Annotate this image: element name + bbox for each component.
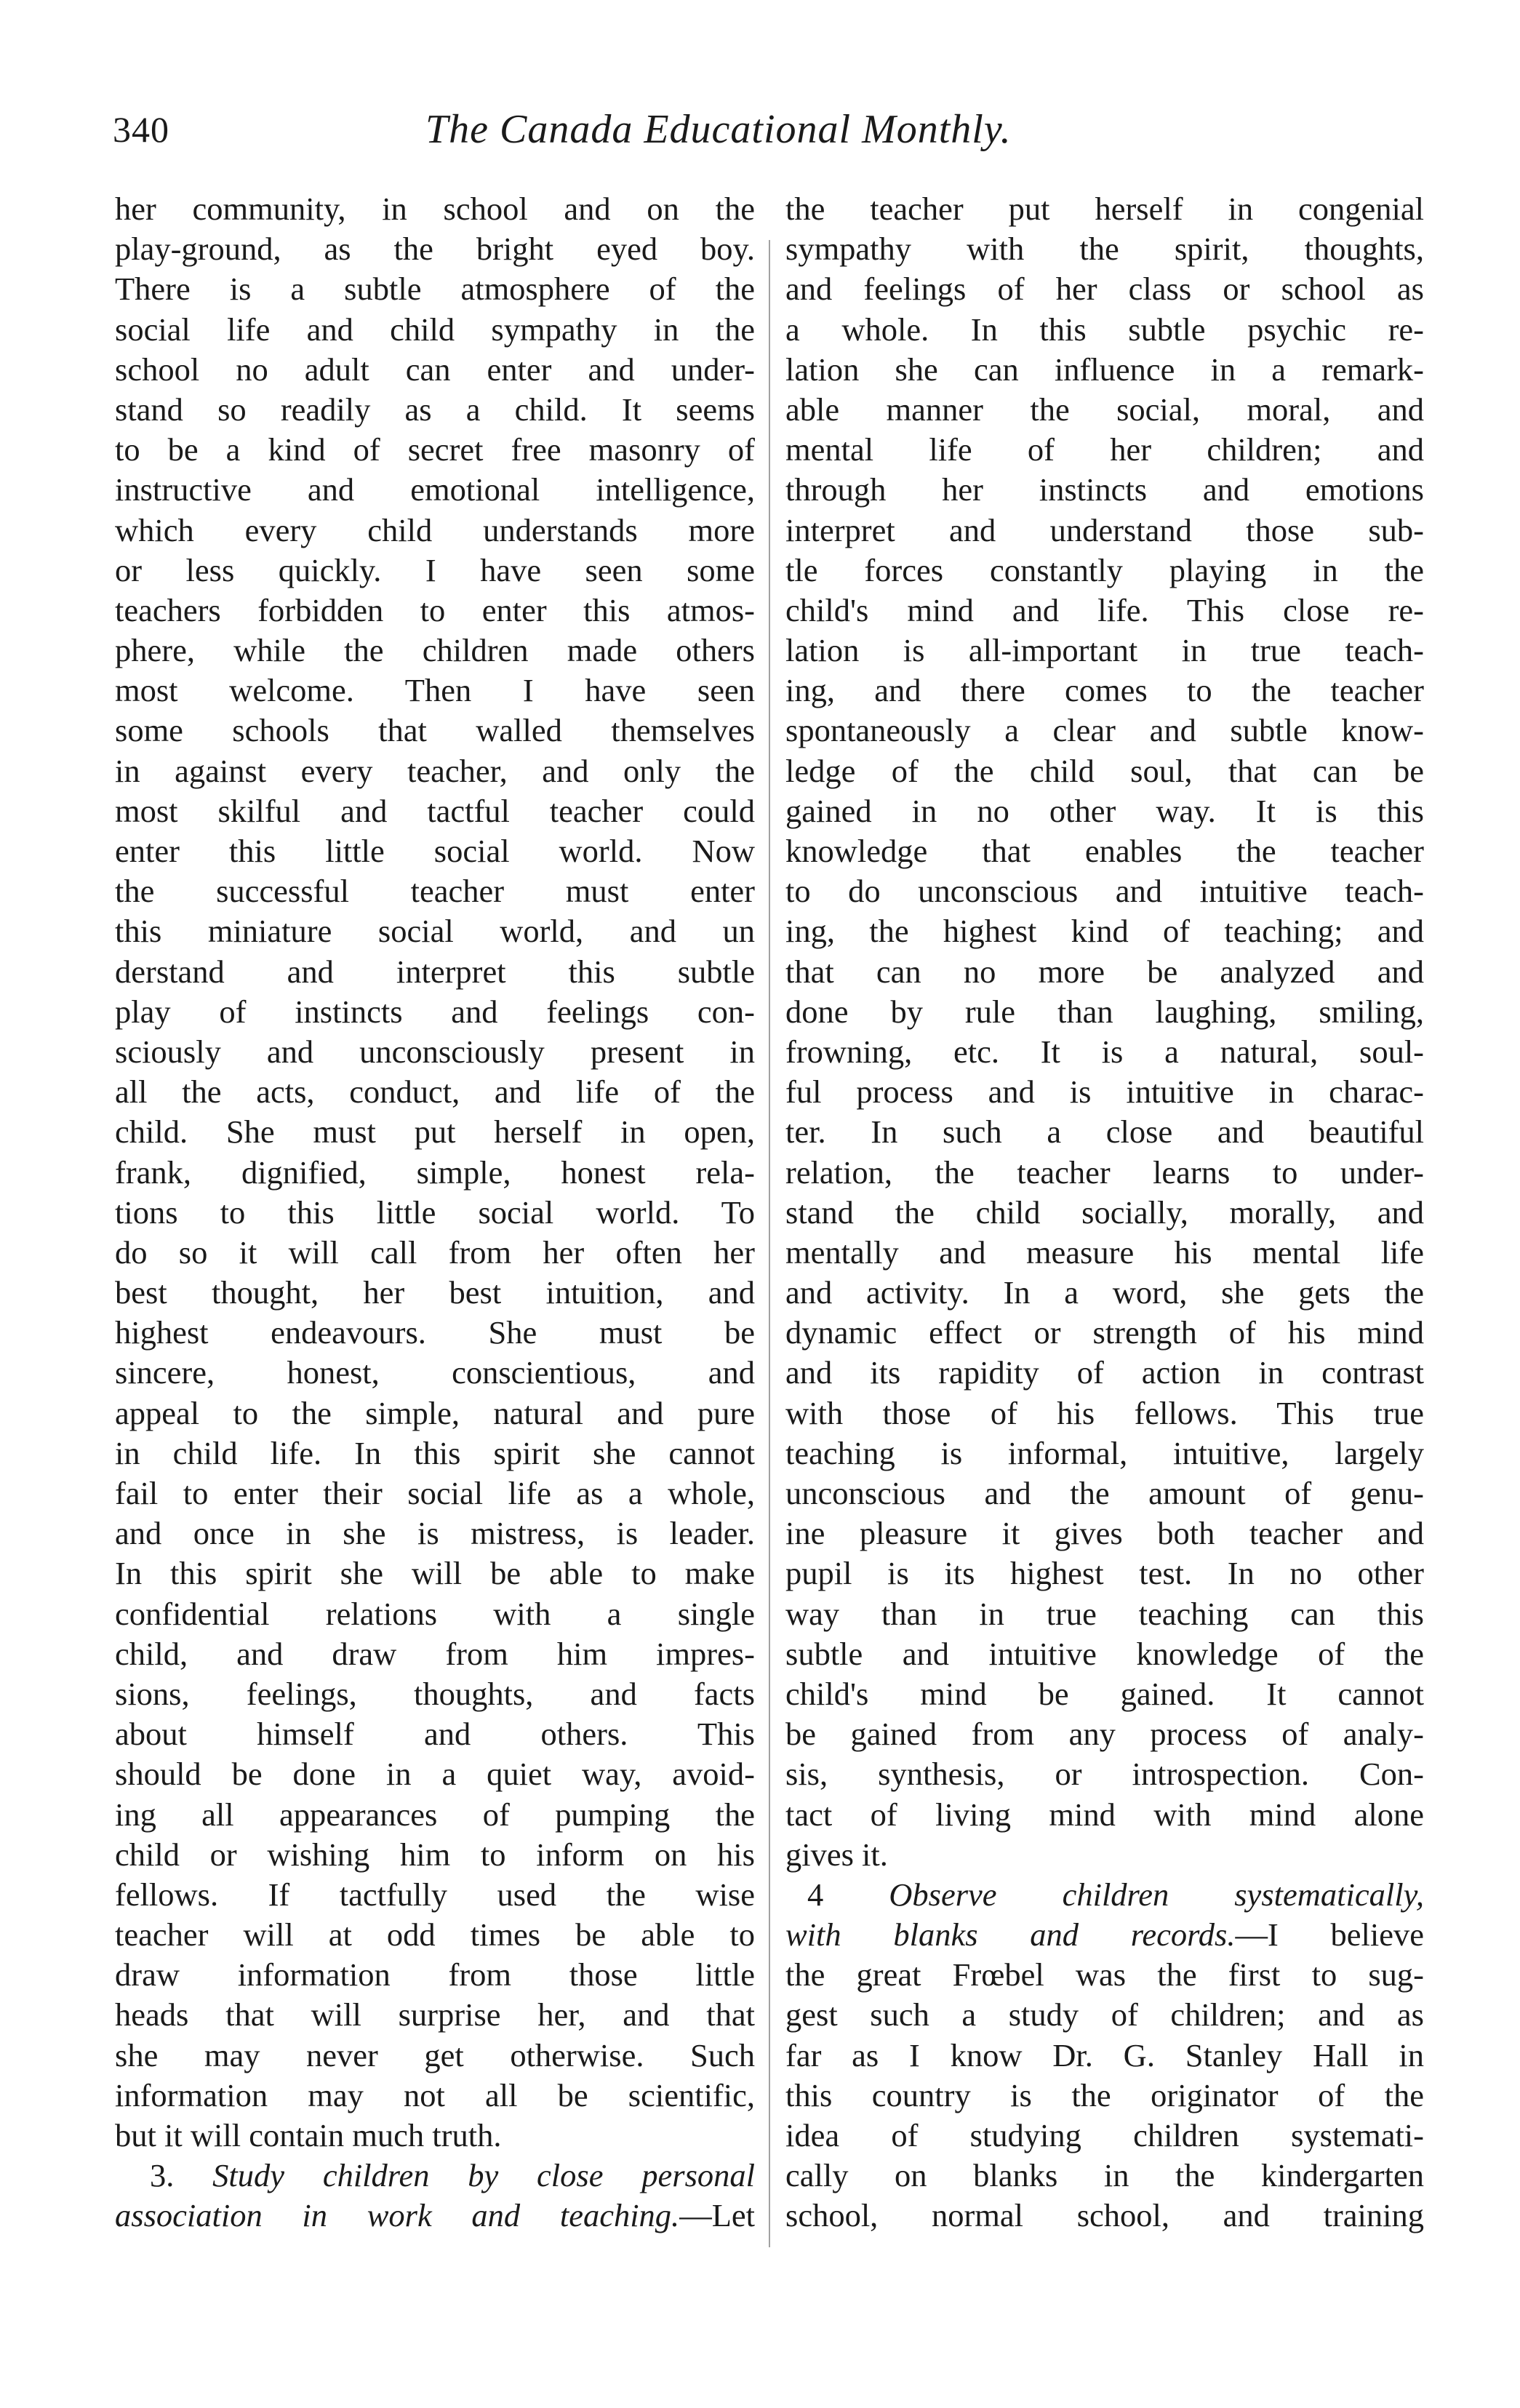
text-line: social life and child sympathy in the xyxy=(115,311,755,348)
text-line: done by rule than laughing, smiling, xyxy=(785,993,1424,1030)
text-line: heads that will surprise her, and that xyxy=(115,1996,755,2033)
text-line: enter this little social world. Now xyxy=(115,833,755,869)
text-line: should be done in a quiet way, avoid- xyxy=(115,1756,755,1793)
text-line: child. She must put herself in open, xyxy=(115,1113,755,1151)
text-line: stand the child socially, morally, and xyxy=(785,1193,1424,1231)
text-line: through her instincts and emotions xyxy=(785,471,1424,508)
text-line: idea of studying children systemati- xyxy=(785,2117,1424,2153)
text-line: phere, while the children made others xyxy=(115,632,755,669)
text-line: sympathy with the spirit, thoughts, xyxy=(785,231,1424,268)
section-heading xyxy=(785,1875,1424,1915)
text-line: instructive and emotional intelligence, xyxy=(115,471,755,508)
section-title: Study children by close personal xyxy=(212,2157,755,2194)
text-line: most skilful and tactful teacher could xyxy=(115,792,755,829)
text-line: teaching is informal, intuitive, largely xyxy=(785,1434,1424,1471)
text-line: interpret and understand those sub- xyxy=(785,511,1424,548)
section-title: association in work and teaching. xyxy=(115,2197,680,2234)
text-line: far as I know Dr. G. Stanley Hall in xyxy=(785,2036,1424,2073)
text-line: the teacher put herself in congenial xyxy=(785,191,1424,227)
text-line: able manner the social, moral, and xyxy=(785,391,1424,428)
text-line: ter. In such a close and beautiful xyxy=(785,1113,1424,1151)
text-line: child's mind and life. This close re- xyxy=(785,591,1424,628)
text-line: which every child understands more xyxy=(115,511,755,548)
text-line: all the acts, conduct, and life of the xyxy=(115,1073,755,1111)
text-line: be gained from any process of analy- xyxy=(785,1716,1424,1753)
text-line: and feelings of her class or school as xyxy=(785,271,1424,308)
text-line: play of instincts and feelings con- xyxy=(115,993,755,1030)
section-title: Observe children systematically, xyxy=(889,1876,1424,1913)
text-line: some schools that walled themselves xyxy=(115,712,755,749)
column-divider xyxy=(769,240,770,2247)
text-line: sis, synthesis, or introspection. Con- xyxy=(785,1756,1424,1793)
text-line: best thought, her best intuition, and xyxy=(115,1274,755,1311)
text-line: unconscious and the amount of genu- xyxy=(785,1475,1424,1511)
text-line: sincere, honest, conscientious, and xyxy=(115,1354,755,1391)
text-line: about himself and others. This xyxy=(115,1716,755,1753)
text-line: teachers forbidden to enter this atmos- xyxy=(115,591,755,628)
left-column xyxy=(115,189,755,2236)
running-head xyxy=(113,108,1436,159)
text-line: her community, in school and on the xyxy=(115,191,755,227)
text-line: child or wishing him to inform on his xyxy=(115,1836,755,1873)
text-line: child, and draw from him impres- xyxy=(115,1635,755,1672)
text-line: ing, and there comes to the teacher xyxy=(785,672,1424,709)
text-line: gest such a study of children; and as xyxy=(785,1996,1424,2033)
text-line: knowledge that enables the teacher xyxy=(785,833,1424,869)
text-line: pupil is its highest test. In no other xyxy=(785,1555,1424,1592)
text-line: sions, feelings, thoughts, and facts xyxy=(115,1675,755,1712)
text-line: ine pleasure it gives both teacher and xyxy=(785,1515,1424,1552)
text-line: frank, dignified, simple, honest rela- xyxy=(115,1153,755,1191)
text-line: in child life. In this spirit she cannot xyxy=(115,1434,755,1471)
text-line: the successful teacher must enter xyxy=(115,873,755,910)
text-line: information may not all be scientific, xyxy=(115,2076,755,2113)
text-line: way than in true teaching can this xyxy=(785,1595,1424,1632)
section-number: 4 xyxy=(807,1876,824,1913)
text-line: to be a kind of secret free masonry of xyxy=(115,431,755,468)
text-line: spontaneously a clear and subtle know- xyxy=(785,712,1424,749)
text-line: and activity. In a word, she gets the xyxy=(785,1274,1424,1311)
text-line: the great Frœbel was the first to sug- xyxy=(785,1956,1424,1993)
section-title: with blanks and records. xyxy=(785,1916,1236,1953)
text-line: a whole. In this subtle psychic re- xyxy=(785,311,1424,348)
text-line: In this spirit she will be able to make xyxy=(115,1555,755,1592)
text-line: relation, the teacher learns to under- xyxy=(785,1153,1424,1191)
text-line: with those of his fellows. This true xyxy=(785,1394,1424,1431)
text-line: lation is all-important in true teach- xyxy=(785,632,1424,669)
text-line: lation she can influence in a remark- xyxy=(785,351,1424,388)
text-line: school no adult can enter and under- xyxy=(115,351,755,388)
journal-title: The Canada Educational Monthly. xyxy=(425,107,1012,152)
text-line: she may never get otherwise. Such xyxy=(115,2036,755,2073)
text-line: child's mind be gained. It cannot xyxy=(785,1675,1424,1712)
text-line: subtle and intuitive knowledge of the xyxy=(785,1635,1424,1672)
text-line: There is a subtle atmosphere of the xyxy=(115,271,755,308)
text-line: mentally and measure his mental life xyxy=(785,1233,1424,1271)
text-line: fail to enter their social life as a whole, xyxy=(115,1475,755,1511)
text-line: tact of living mind with mind alone xyxy=(785,1796,1424,1833)
page-number: 340 xyxy=(113,109,169,150)
text-line: cally on blanks in the kindergarten xyxy=(785,2157,1424,2194)
text-line: or less quickly. I have seen some xyxy=(115,551,755,588)
text-line: sciously and unconsciously present in xyxy=(115,1033,755,1070)
text-line: teacher will at odd times be able to xyxy=(115,1916,755,1953)
text-line: tions to this little social world. To xyxy=(115,1193,755,1231)
text-line: derstand and interpret this subtle xyxy=(115,953,755,990)
text-line: do so it will call from her often her xyxy=(115,1233,755,1271)
text-line: frowning, etc. It is a natural, soul- xyxy=(785,1033,1424,1070)
text-line: tle forces constantly playing in the xyxy=(785,551,1424,588)
text-line: and its rapidity of action in contrast xyxy=(785,1354,1424,1391)
text-line: and once in she is mistress, is leader. xyxy=(115,1515,755,1552)
text-line: ledge of the child soul, that can be xyxy=(785,752,1424,789)
text-line: this miniature social world, and un xyxy=(115,913,755,950)
text-line: draw information from those little xyxy=(115,1956,755,1993)
text-line: stand so readily as a child. It seems xyxy=(115,391,755,428)
section-lead-text: —I believe xyxy=(1235,1916,1424,1953)
text-line: ing all appearances of pumping the xyxy=(115,1796,755,1833)
section-heading-continued xyxy=(785,1915,1424,1955)
section-heading-continued xyxy=(115,2196,755,2236)
text-line: that can no more be analyzed and xyxy=(785,953,1424,990)
section-lead-text: —Let xyxy=(679,2197,755,2234)
text-line: appeal to the simple, natural and pure xyxy=(115,1394,755,1431)
text-line: highest endeavours. She must be xyxy=(115,1314,755,1351)
text-line: this country is the originator of the xyxy=(785,2076,1424,2113)
text-line: ing, the highest kind of teaching; and xyxy=(785,913,1424,950)
text-line: dynamic effect or strength of his mind xyxy=(785,1314,1424,1351)
text-line: school, normal school, and training xyxy=(785,2197,1424,2234)
right-column xyxy=(785,189,1424,2236)
text-line: fellows. If tactfully used the wise xyxy=(115,1876,755,1913)
text-line: confidential relations with a single xyxy=(115,1595,755,1632)
text-line: gives it. xyxy=(785,1836,888,1873)
text-line: in against every teacher, and only the xyxy=(115,752,755,789)
text-line: but it will contain much truth. xyxy=(115,2117,502,2153)
text-line: play-ground, as the bright eyed boy. xyxy=(115,231,755,268)
text-line: mental life of her children; and xyxy=(785,431,1424,468)
text-line: most welcome. Then I have seen xyxy=(115,672,755,709)
text-line: gained in no other way. It is this xyxy=(785,792,1424,829)
section-heading xyxy=(115,2156,755,2196)
text-line: to do unconscious and intuitive teach- xyxy=(785,873,1424,910)
text-line: ful process and is intuitive in charac- xyxy=(785,1073,1424,1111)
section-number: 3. xyxy=(150,2157,175,2194)
